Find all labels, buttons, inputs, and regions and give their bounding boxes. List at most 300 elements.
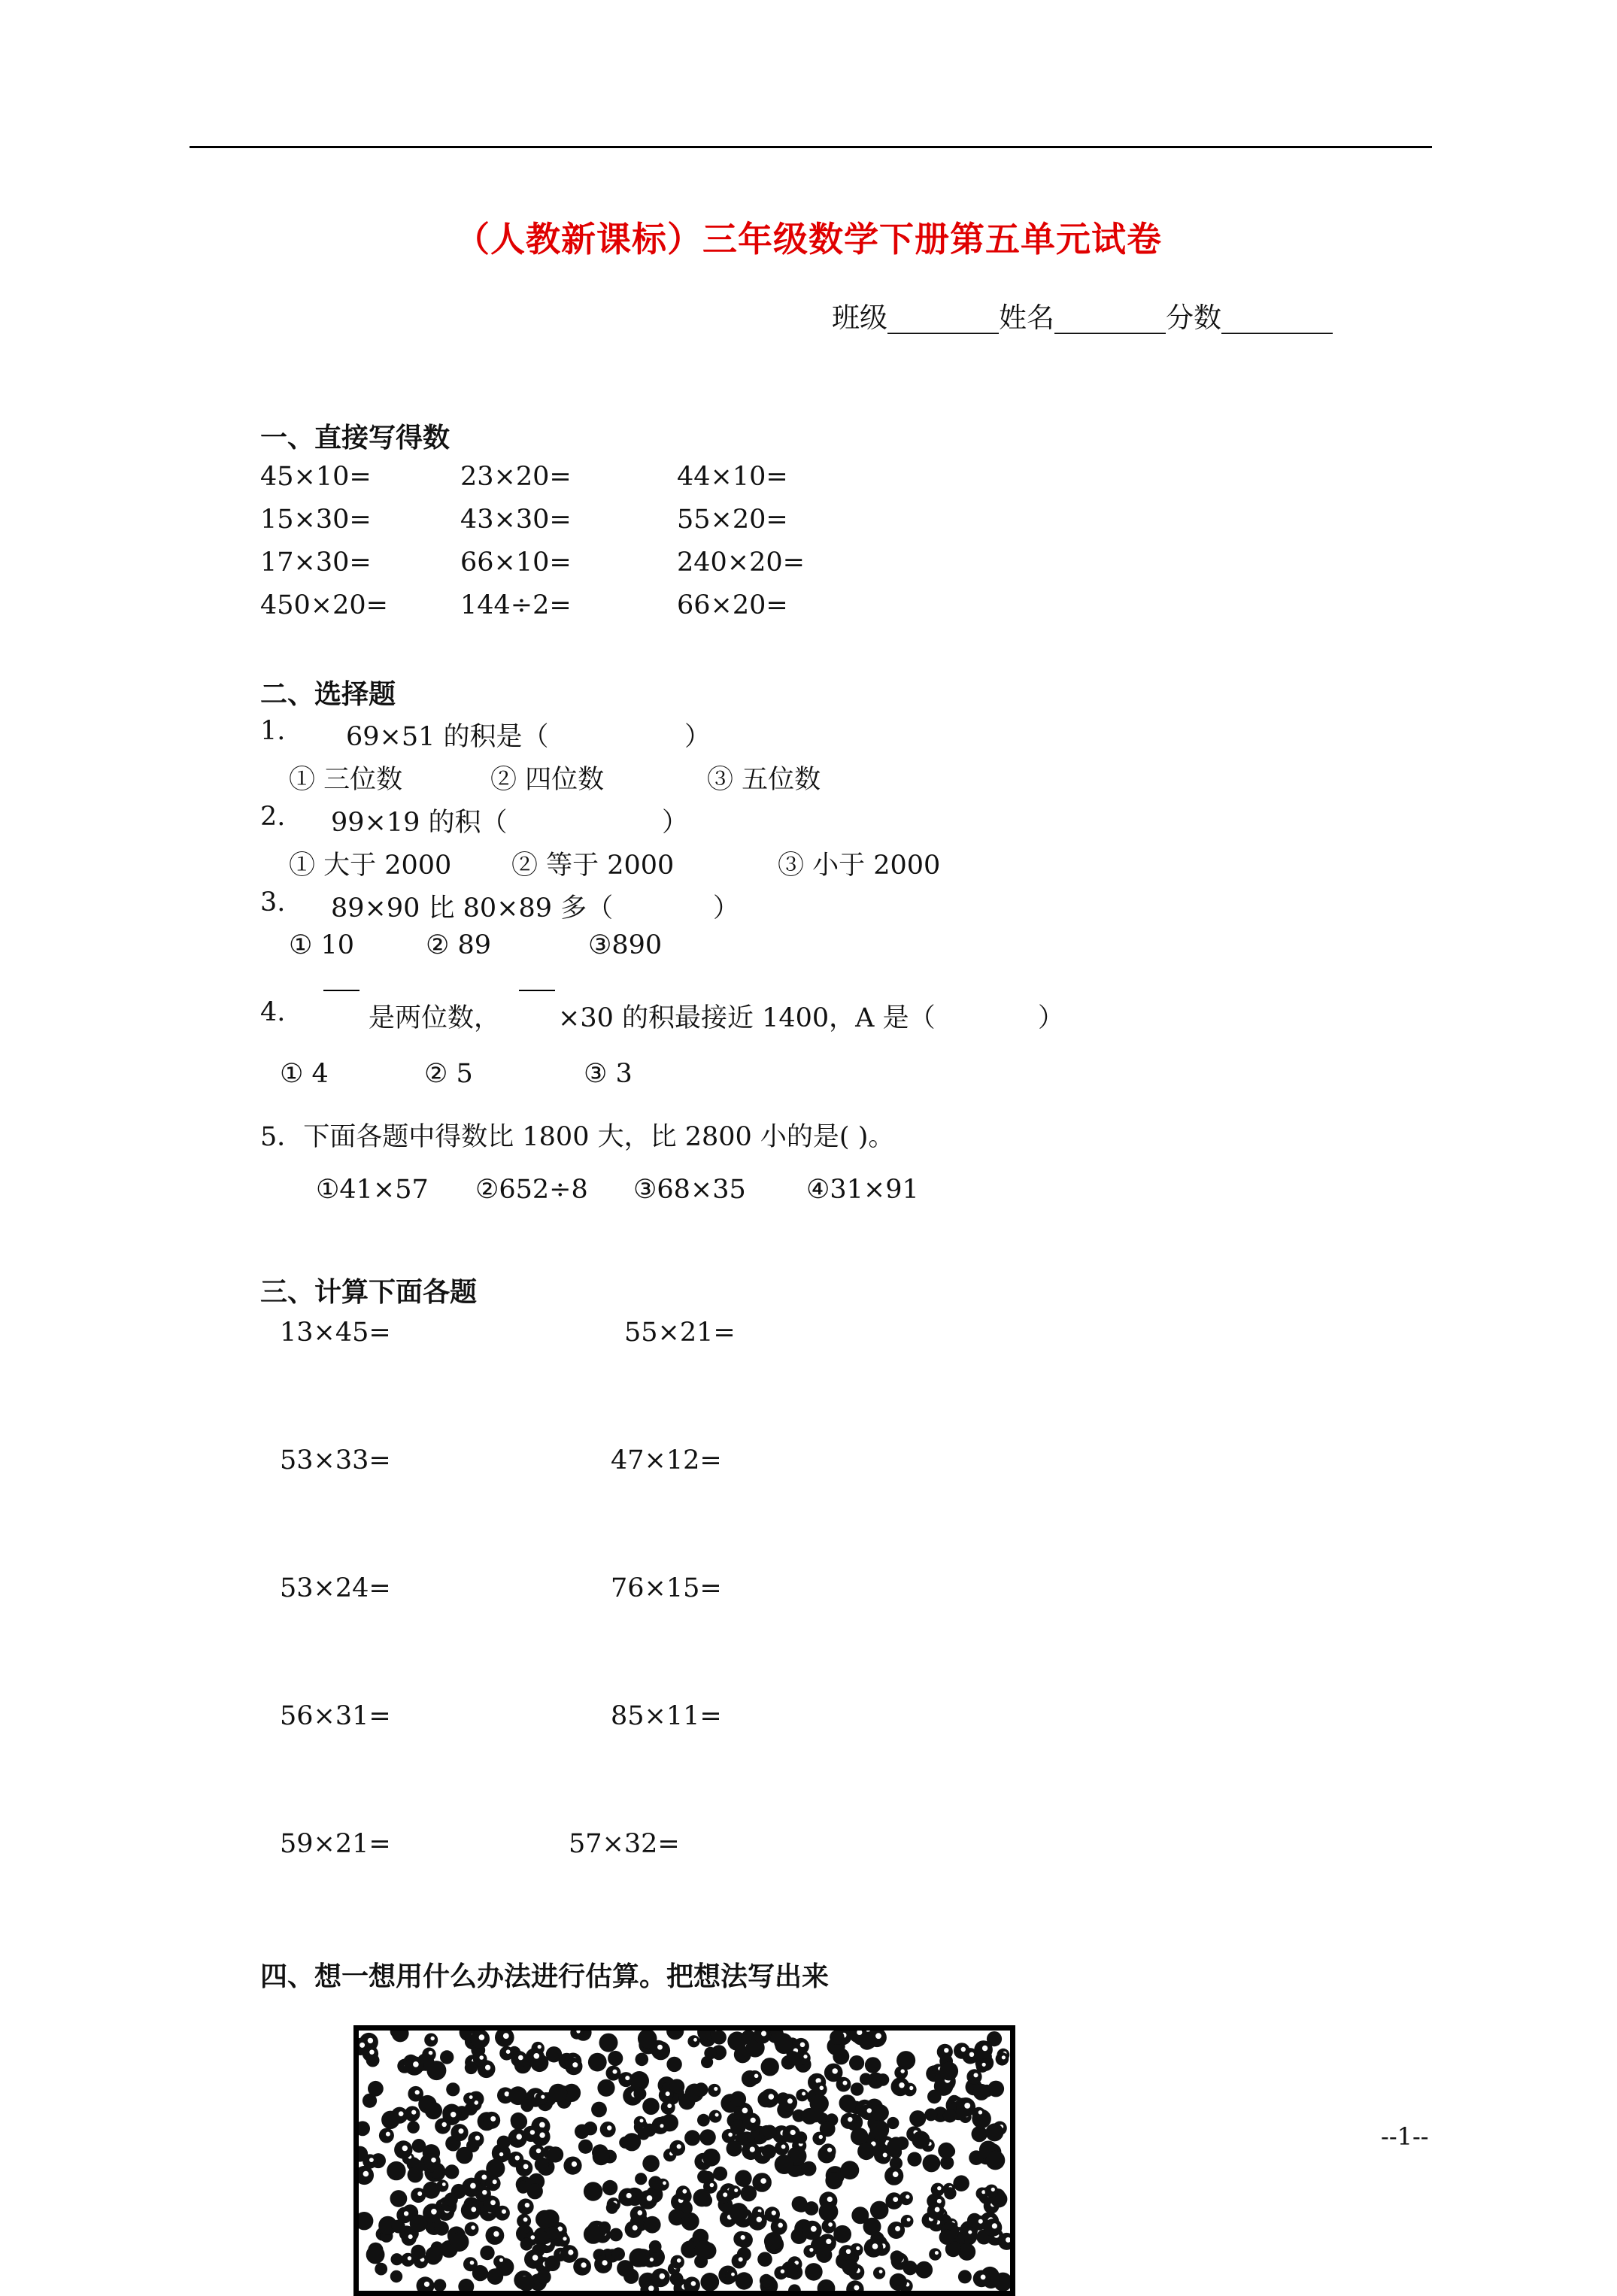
- q4-number: 4.: [260, 997, 286, 1027]
- dot-highlight: [978, 2219, 983, 2224]
- q5-text: 5．下面各题中得数比 1800 大，比 2800 小的是( )。: [260, 1122, 895, 1152]
- dot-highlight: [493, 2179, 497, 2184]
- dot: [557, 2234, 570, 2247]
- dot: [820, 2122, 836, 2137]
- dot-highlight: [640, 2119, 644, 2122]
- dot-highlight: [386, 2132, 390, 2137]
- dot: [709, 2110, 722, 2123]
- dot: [511, 2113, 527, 2130]
- dot: [546, 2226, 559, 2239]
- dot: [775, 2155, 794, 2174]
- dot-highlight: [413, 2061, 419, 2067]
- dot: [375, 2263, 387, 2276]
- dot: [792, 2196, 808, 2212]
- dot: [985, 2123, 1003, 2141]
- dot: [546, 2046, 562, 2062]
- dot-highlight: [731, 2273, 735, 2276]
- dot: [833, 2225, 851, 2243]
- dot-highlight: [734, 2188, 738, 2192]
- dot: [608, 2051, 623, 2066]
- dot-highlight: [408, 2256, 411, 2260]
- s1-problem: 144÷2=: [460, 590, 572, 620]
- dot-highlight: [613, 2070, 617, 2074]
- dot-highlight: [424, 2282, 429, 2287]
- dot: [939, 2230, 954, 2245]
- dot: [728, 2185, 741, 2198]
- dot: [493, 2255, 506, 2268]
- dot: [411, 2245, 426, 2260]
- dot: [508, 2086, 527, 2105]
- dot-highlight: [505, 2091, 510, 2097]
- dot-highlight: [827, 2197, 833, 2202]
- dot: [643, 2124, 657, 2137]
- dot-highlight: [402, 2146, 408, 2151]
- dot: [730, 2203, 748, 2222]
- q5-option: ②652÷8: [475, 1175, 588, 1205]
- dot-highlight: [742, 2108, 748, 2114]
- dot-highlight: [404, 2211, 408, 2216]
- s1-problem: 43×30=: [460, 505, 572, 535]
- dot-highlight: [750, 2147, 755, 2152]
- dot-highlight: [872, 2243, 878, 2249]
- dot-highlight: [739, 2257, 743, 2261]
- dot-highlight: [848, 2117, 852, 2122]
- dot: [635, 2173, 647, 2185]
- dot-highlight: [803, 2055, 807, 2058]
- dot: [985, 2185, 999, 2198]
- s3-problem: 59×21=: [280, 1829, 391, 1859]
- dot-highlight: [833, 2068, 838, 2073]
- dot-highlight: [471, 2207, 476, 2213]
- dot-highlight: [539, 2122, 545, 2128]
- dot-highlight: [867, 2108, 872, 2113]
- dot: [381, 2111, 399, 2129]
- dot: [450, 2232, 469, 2252]
- dot: [699, 2129, 716, 2146]
- dot: [870, 2201, 889, 2220]
- dot-highlight: [961, 2047, 966, 2052]
- dot: [609, 2228, 623, 2242]
- dot: [915, 2261, 933, 2279]
- s1-problem: 66×10=: [460, 547, 572, 578]
- dot-highlight: [982, 2063, 986, 2067]
- dot: [644, 2216, 661, 2234]
- dot-highlight: [538, 2045, 542, 2049]
- dot-highlight: [761, 2031, 766, 2037]
- dot-highlight: [693, 2038, 697, 2042]
- dot: [727, 2140, 742, 2156]
- dot: [671, 2255, 684, 2269]
- dot-highlight: [469, 2095, 473, 2099]
- dot: [973, 2084, 990, 2100]
- dot: [938, 2143, 954, 2159]
- dot-highlight: [625, 2076, 630, 2080]
- dot: [890, 2250, 904, 2264]
- section-3-heading: 三、计算下面各题: [260, 1276, 478, 1308]
- dot: [972, 2107, 985, 2121]
- dot: [410, 2215, 428, 2233]
- dot: [757, 2252, 772, 2267]
- dot-highlight: [506, 2049, 511, 2054]
- dot: [611, 2247, 625, 2261]
- dot: [535, 2092, 548, 2105]
- dot-highlight: [369, 2050, 374, 2055]
- dot-highlight: [846, 2249, 851, 2254]
- s1-problem: 240×20=: [677, 547, 805, 578]
- dot: [578, 2140, 593, 2154]
- dot-highlight: [677, 2258, 681, 2263]
- s1-problem: 450×20=: [260, 590, 388, 620]
- dot: [536, 2270, 551, 2284]
- dot: [748, 2070, 762, 2085]
- dot: [987, 2081, 1004, 2097]
- s3-problem: 55×21=: [624, 1318, 736, 1348]
- dot: [436, 2179, 448, 2191]
- dot: [819, 2202, 839, 2222]
- dot-highlight: [899, 2082, 904, 2088]
- dot: [764, 2232, 782, 2250]
- dot-highlight: [470, 2183, 476, 2189]
- dot-highlight: [470, 2261, 475, 2265]
- dot-highlight: [826, 2239, 831, 2244]
- dot: [368, 2081, 384, 2097]
- q2-option: ③ 小于 2000: [778, 851, 941, 881]
- dot: [486, 2159, 505, 2178]
- q4-overline-blank: [519, 990, 555, 991]
- dot: [869, 2120, 889, 2140]
- dot-highlight: [754, 2074, 759, 2079]
- q3-option: ① 10: [289, 930, 355, 960]
- dot: [786, 2051, 800, 2065]
- dot: [391, 2253, 403, 2265]
- dot: [387, 2161, 405, 2180]
- dot: [465, 2222, 479, 2237]
- dot-highlight: [572, 2161, 577, 2167]
- dot: [693, 2189, 711, 2207]
- dot-highlight: [802, 2092, 805, 2096]
- dot-highlight: [723, 2192, 727, 2197]
- dot: [877, 2073, 890, 2086]
- dot-highlight: [781, 2145, 786, 2149]
- dot-highlight: [883, 2153, 887, 2158]
- dot: [425, 2102, 442, 2119]
- dot-highlight: [769, 2094, 775, 2100]
- s3-problem: 56×31=: [280, 1701, 391, 1731]
- q3-option: ② 89: [426, 930, 492, 960]
- dot: [842, 2259, 859, 2276]
- dot-highlight: [523, 2164, 529, 2169]
- dot: [830, 2031, 845, 2045]
- dot-highlight: [968, 2231, 972, 2234]
- q2-option: ② 等于 2000: [511, 851, 675, 881]
- dot: [681, 2213, 699, 2231]
- q3-option: ③890: [588, 930, 663, 960]
- dot-highlight: [944, 2048, 948, 2052]
- dot-highlight: [728, 2133, 733, 2137]
- dot-highlight: [964, 2103, 970, 2109]
- dot: [456, 2147, 473, 2164]
- dot-highlight: [909, 2086, 913, 2090]
- q5-option: ④31×91: [806, 1175, 919, 1205]
- q1-number: 1.: [260, 716, 286, 746]
- dot-highlight: [471, 2225, 475, 2230]
- q4-close-paren: ）: [1038, 1003, 1065, 1033]
- dot-highlight: [602, 2260, 608, 2265]
- dot: [412, 2139, 426, 2153]
- dot: [499, 2046, 514, 2061]
- dot-highlight: [482, 2190, 487, 2194]
- dot: [924, 2108, 937, 2121]
- q4-option: ② 5: [424, 1059, 473, 1089]
- dot-highlight: [660, 2273, 666, 2279]
- dot-highlight: [677, 2144, 681, 2149]
- dot: [927, 2090, 942, 2104]
- page-title: （人教新课标）三年级数学下册第五单元试卷: [455, 219, 1162, 259]
- dot-highlight: [411, 2110, 416, 2115]
- dot: [842, 2099, 857, 2113]
- dot: [472, 2265, 488, 2281]
- dot-highlight: [778, 2223, 783, 2228]
- dot-highlight: [828, 2222, 833, 2227]
- s3-problem: 53×24=: [280, 1573, 391, 1603]
- dot-highlight: [907, 2218, 911, 2222]
- dot: [761, 2058, 779, 2076]
- dot-highlight: [879, 2270, 883, 2273]
- dot-highlight: [981, 2275, 986, 2280]
- dot-highlight: [856, 2246, 860, 2250]
- dot-cluster-image: [359, 2031, 1010, 2291]
- s3-problem: 57×32=: [569, 1829, 680, 1859]
- s3-problem: 53×33=: [280, 1445, 391, 1476]
- dot-highlight: [534, 2053, 540, 2059]
- dot: [735, 2170, 752, 2187]
- dot: [803, 2245, 816, 2258]
- q4-overline-blank: [323, 990, 360, 991]
- dot-highlight: [518, 2055, 523, 2061]
- dot: [825, 2172, 842, 2189]
- dot: [575, 2125, 590, 2140]
- dot: [939, 2062, 958, 2081]
- dot: [702, 2149, 721, 2167]
- dot: [642, 2155, 660, 2173]
- dot: [712, 2031, 727, 2045]
- dot: [873, 2267, 885, 2279]
- q1-option: ① 三位数: [289, 765, 403, 795]
- dot: [366, 2246, 385, 2264]
- dot: [996, 2052, 1009, 2066]
- s1-problem: 23×20=: [460, 462, 572, 492]
- dot: [684, 2130, 700, 2146]
- s3-problem: 85×11=: [611, 1701, 722, 1731]
- dot-estimation-figure: [353, 2025, 1015, 2296]
- dot-highlight: [525, 2203, 529, 2207]
- dot: [606, 2202, 618, 2214]
- dot-highlight: [633, 2225, 638, 2231]
- dot-highlight: [893, 2171, 899, 2177]
- dot: [963, 2228, 975, 2240]
- dot-highlight: [523, 2217, 528, 2222]
- dot-highlight: [493, 2231, 499, 2237]
- dot-highlight: [811, 2226, 817, 2232]
- dot-highlight: [1002, 2055, 1006, 2059]
- dot-highlight: [667, 2103, 672, 2108]
- dot-highlight: [415, 2090, 420, 2094]
- dot-highlight: [532, 2255, 538, 2261]
- dot: [392, 2031, 409, 2042]
- dot: [762, 2144, 776, 2158]
- dot: [887, 2139, 903, 2155]
- s1-problem: 44×10=: [677, 462, 788, 492]
- dot: [473, 2052, 487, 2067]
- dot: [763, 2125, 777, 2140]
- dot-highlight: [563, 2237, 566, 2240]
- dot: [535, 2210, 554, 2228]
- q1-close-paren: ）: [684, 722, 711, 752]
- dot: [857, 2143, 875, 2160]
- dot: [704, 2047, 717, 2060]
- q3-number: 3.: [260, 887, 286, 917]
- dot: [487, 2268, 503, 2285]
- dot-highlight: [481, 2175, 487, 2180]
- dot-highlight: [360, 2043, 365, 2048]
- dot-highlight: [710, 2183, 714, 2188]
- dot: [446, 2082, 460, 2096]
- q3-close-paren: ）: [713, 893, 740, 924]
- dot-highlight: [790, 2130, 796, 2135]
- dot: [390, 2270, 402, 2282]
- dot: [860, 2073, 872, 2085]
- dot-highlight: [638, 2210, 643, 2216]
- dot: [958, 2243, 975, 2261]
- dot-highlight: [490, 2116, 496, 2122]
- dot: [599, 2034, 618, 2052]
- dot: [642, 2098, 660, 2116]
- dot-highlight: [978, 2110, 982, 2114]
- dot-highlight: [991, 2188, 995, 2191]
- dot: [648, 2176, 662, 2189]
- s1-problem: 66×20=: [677, 590, 788, 620]
- dot: [816, 2247, 832, 2263]
- dot-highlight: [741, 2235, 745, 2240]
- q2-number: 2.: [260, 802, 286, 832]
- dot-highlight: [969, 2052, 974, 2057]
- dot: [629, 2248, 648, 2267]
- dot: [923, 2155, 941, 2173]
- dot-highlight: [417, 2191, 422, 2196]
- section-1-heading: 一、直接写得数: [260, 422, 451, 453]
- dot-highlight: [626, 2193, 632, 2198]
- dot: [591, 2102, 607, 2118]
- dot: [359, 2121, 370, 2136]
- dot: [495, 2031, 514, 2047]
- dot-highlight: [827, 2148, 832, 2152]
- q4-text-a: 是两位数，: [369, 1003, 501, 1033]
- s1-problem: 45×10=: [260, 462, 372, 492]
- dot: [458, 2279, 474, 2291]
- dot-highlight: [935, 2251, 939, 2255]
- dot-highlight: [875, 2033, 881, 2039]
- dot: [649, 2240, 662, 2253]
- q4-option: ③ 3: [584, 1059, 633, 1089]
- dot: [708, 2084, 721, 2097]
- dot-highlight: [490, 2200, 496, 2205]
- dot: [805, 2263, 823, 2281]
- dot-highlight: [935, 2207, 940, 2213]
- dot-highlight: [691, 2281, 696, 2286]
- s1-problem: 17×30=: [260, 547, 372, 578]
- dot-highlight: [581, 2262, 587, 2267]
- dot: [434, 2279, 447, 2291]
- dot-highlight: [760, 2178, 766, 2184]
- dot: [890, 2157, 903, 2170]
- dot-highlight: [650, 2258, 654, 2261]
- q1-text: 69×51 的积是（: [346, 722, 549, 752]
- dot-highlight: [479, 2034, 485, 2040]
- dot: [636, 2053, 649, 2067]
- section-2-heading: 二、选择题: [260, 678, 396, 710]
- q5-option: ③68×35: [633, 1175, 746, 1205]
- dot-highlight: [568, 2249, 573, 2255]
- dot-highlight: [937, 2186, 941, 2190]
- dot: [912, 2131, 930, 2149]
- s1-problem: 55×20=: [677, 505, 788, 535]
- dot: [700, 2273, 719, 2291]
- q4-option: ① 4: [280, 1059, 329, 1089]
- dot: [480, 2246, 494, 2260]
- dot: [584, 2182, 602, 2200]
- dot-highlight: [363, 2171, 369, 2177]
- dot-highlight: [757, 2217, 762, 2222]
- q1-option: ③ 五位数: [707, 765, 821, 795]
- dot: [736, 2272, 753, 2289]
- dot-highlight: [502, 2210, 506, 2214]
- dot: [958, 2270, 972, 2283]
- dot-highlight: [666, 2091, 670, 2096]
- dot: [549, 2084, 568, 2103]
- dot: [535, 2157, 549, 2171]
- dot: [774, 2266, 787, 2279]
- dot: [602, 2180, 617, 2195]
- dot-highlight: [787, 2098, 793, 2103]
- dot: [390, 2190, 408, 2207]
- dot-highlight: [475, 2136, 480, 2140]
- dot-highlight: [541, 2095, 545, 2099]
- dot: [408, 2167, 423, 2182]
- dot-highlight: [515, 2155, 520, 2160]
- dot: [986, 2151, 1006, 2170]
- s1-problem: 15×30=: [260, 505, 372, 535]
- dot-highlight: [974, 2073, 978, 2077]
- dot: [520, 2238, 533, 2251]
- q2-close-paren: ）: [662, 808, 689, 838]
- dot-highlight: [531, 2235, 535, 2240]
- dot-highlight: [660, 2124, 664, 2128]
- dot-highlight: [442, 2122, 447, 2127]
- dot: [760, 2274, 773, 2288]
- dot: [929, 2248, 941, 2260]
- dot: [548, 2146, 563, 2162]
- dot: [359, 2212, 373, 2230]
- dot-highlight: [751, 2118, 756, 2123]
- dot-highlight: [657, 2045, 663, 2050]
- dot: [841, 2161, 860, 2179]
- page-number: --1--: [1381, 2122, 1429, 2151]
- dot: [944, 2187, 956, 2199]
- dot: [633, 2088, 646, 2100]
- dot: [713, 2167, 727, 2181]
- dot-highlight: [982, 2046, 987, 2051]
- dot: [407, 2121, 420, 2134]
